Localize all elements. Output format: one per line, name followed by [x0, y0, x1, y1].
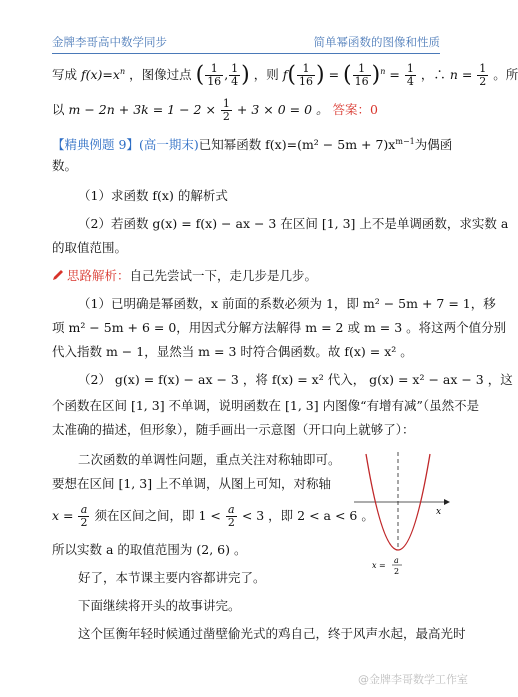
fraction: $\frac{1}{4}$: [231, 62, 239, 89]
analysis-label: 思路解析：: [67, 268, 130, 283]
analysis-line: 思路解析：自己先尝试一下，走几步是几步。: [52, 266, 444, 286]
parabola-graph: [352, 450, 452, 580]
fraction: $\frac{a}{2}$: [80, 503, 88, 529]
text-line-2: 以 m − 2n + 3k = 1 − 2 × $\frac{1}{2}$ + 3 × 0 = 0 。 答案：0: [52, 97, 378, 123]
solution-line-5: 个函数在区间 [1, 3] 不单调，说明函数在 [1, 3] 内图像“有增有减”（虽然不是: [52, 398, 480, 413]
solution-line-3: 代入指数 m − 1，显然当 m = 3 时符合偶函数。故 f(x) = x² 。: [52, 344, 413, 359]
solution-line-4: （2） g(x) = f(x) − ax − 3 ，将 f(x) = x² 代入， g(x) = x² − ax − 3 ，这: [78, 372, 513, 387]
text-line-1: 写成 $f(x)=x^n$ ，图像过点 ( $\frac{1}{16}$ , $\frac{1}{4}$ ) ，则 f( $\frac{1}{16}$ ) = ( $\frac{1}{16}$ )$^n$ = $\frac{1}{4}$ ，∴ n = $\frac{1}{2}$ 。所: [52, 62, 518, 89]
page-header: [52, 34, 440, 52]
x-axis-arrow: [444, 499, 450, 505]
example-title-line-2: 数。: [52, 158, 78, 173]
symmetry-label-den: 2: [394, 567, 400, 576]
solution-line-11: 好了，本节课主要内容都讲完了。: [78, 570, 266, 585]
header-right: 简单幂函数的图像和性质: [313, 35, 440, 49]
fraction: $\frac{1}{16}$: [207, 62, 222, 89]
solution-line-2: 项 m² − 5m + 6 = 0，用因式分解方法解得 m = 2 或 m = 3 。将这两个值分别: [52, 320, 507, 335]
solution-line-12: 下面继续将开头的故事讲完。: [78, 598, 241, 613]
solution-line-6: 太准确的描述，但形象），随手画出一示意图（开口向上就够了）：: [52, 422, 415, 437]
header-rule: [52, 53, 440, 54]
x-axis-label: x: [436, 507, 442, 517]
question-2: （2）若函数 g(x) = f(x) − ax − 3 在区间 [1, 3] 上不是单调函数，求实数 a: [78, 216, 509, 231]
question-2-cont: 的取值范围。: [52, 240, 128, 255]
fraction: $\frac{a}{2}$: [227, 503, 235, 529]
fraction: $\frac{1}{4}$: [406, 62, 414, 89]
fraction: $\frac{1}{2}$: [479, 62, 487, 89]
example-source: (高一期末): [138, 137, 199, 153]
header-left: 金牌李哥高中数学同步: [52, 35, 167, 49]
symmetry-label-num: a: [394, 556, 399, 565]
fraction: $\frac{1}{16}$: [354, 62, 369, 89]
solution-line-13: 这个匡衡年轻时候通过凿壁偷光式的鸡自己，终于风声水起，最高光时: [78, 626, 466, 641]
watermark: @金牌李哥数学工作室: [358, 673, 468, 686]
solution-line-8: 要想在区间 [1, 3] 上不单调，从图上可知，对称轴: [52, 476, 332, 491]
example-title-line: 【精典例题 9】(高一期末)已知幂函数 $f(x)=(m^2 - 5m + 7)x^{m-1}$为偶函: [52, 137, 453, 153]
solution-line-9: x = $\frac{a}{2}$ 须在区间之间，即 1 < $\frac{a}{2}$ < 3 ，即 2 < a < 6 。: [52, 503, 374, 529]
pencil-icon: [52, 269, 64, 281]
solution-line-10: 所以实数 a 的取值范围为 (2, 6) 。: [52, 542, 247, 557]
solution-line-1: （1）已明确是幂函数，x 前面的系数必须为 1，即 m² − 5m + 7 = 1，移: [78, 296, 496, 311]
fraction: $\frac{1}{2}$: [222, 97, 230, 123]
question-1: （1）求函数 f(x) 的解析式: [78, 188, 228, 203]
fraction: $\frac{1}{16}$: [298, 62, 313, 89]
symmetry-axis-label: x =: [372, 561, 386, 570]
solution-line-7: 二次函数的单调性问题，重点关注对称轴即可。: [78, 452, 341, 467]
example-tag: 【精典例题 9】: [52, 137, 139, 153]
answer-text: 答案：0: [332, 102, 378, 117]
